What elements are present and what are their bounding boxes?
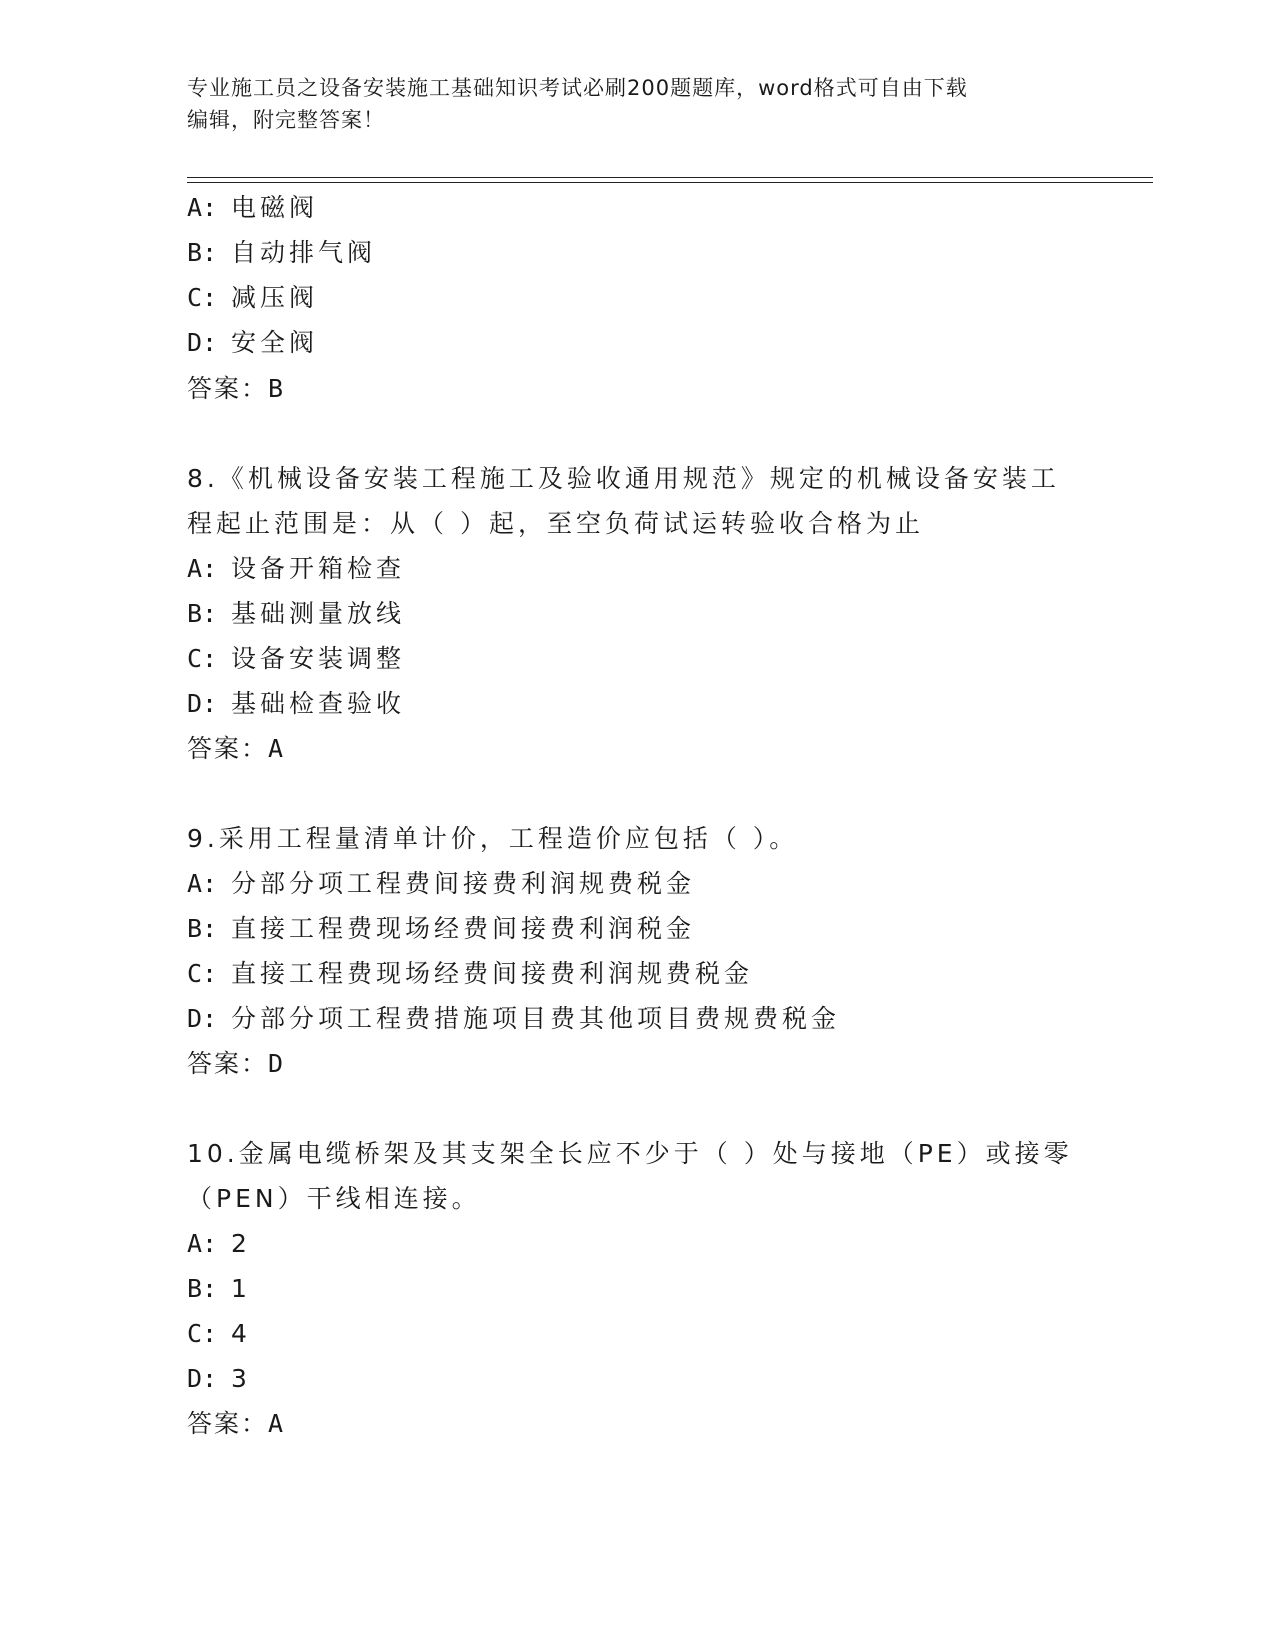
q8-answer: 答案：A bbox=[187, 734, 284, 763]
q7-option-d: D: 安全阀 bbox=[187, 328, 319, 357]
q7-answer: 答案：B bbox=[187, 374, 284, 403]
q8-option-d: D: 基础检查验收 bbox=[187, 689, 406, 718]
header-line-1: 专业施工员之设备安装施工基础知识考试必刷200题题库，word格式可自由下载 bbox=[187, 76, 968, 100]
q7-option-c: C: 减压阀 bbox=[187, 283, 319, 312]
q9-answer: 答案：D bbox=[187, 1049, 284, 1078]
q7-option-a: A: 电磁阀 bbox=[187, 193, 319, 222]
q8-option-a: A: 设备开箱检查 bbox=[187, 554, 406, 583]
q10-answer: 答案：A bbox=[187, 1409, 284, 1438]
q9-stem-line-1: 9.采用工程量清单计价，工程造价应包括（ ）。 bbox=[187, 824, 799, 853]
q7-option-b: B: 自动排气阀 bbox=[187, 238, 377, 267]
q9-option-b: B: 直接工程费现场经费间接费利润税金 bbox=[187, 914, 696, 943]
q10-stem-line-2: （PEN）干线相连接。 bbox=[187, 1184, 481, 1213]
q10-option-c: C: 4 bbox=[187, 1319, 251, 1348]
q9-option-c: C: 直接工程费现场经费间接费利润规费税金 bbox=[187, 959, 754, 988]
header-divider-top bbox=[187, 177, 1153, 178]
header-divider-bottom bbox=[187, 182, 1153, 183]
q8-stem-line-1: 8.《机械设备安装工程施工及验收通用规范》规定的机械设备安装工 bbox=[187, 464, 1060, 493]
q9-option-d: D: 分部分项工程费措施项目费其他项目费规费税金 bbox=[187, 1004, 841, 1033]
q10-option-a: A: 2 bbox=[187, 1229, 251, 1258]
header-line-2: 编辑，附完整答案！ bbox=[187, 108, 385, 132]
q8-option-b: B: 基础测量放线 bbox=[187, 599, 406, 628]
q10-option-b: B: 1 bbox=[187, 1274, 251, 1303]
document-header bbox=[187, 72, 1067, 136]
q9-option-a: A: 分部分项工程费间接费利润规费税金 bbox=[187, 869, 696, 898]
q10-stem-line-1: 10.金属电缆桥架及其支架全长应不少于（ ）处与接地（PE）或接零 bbox=[187, 1139, 1073, 1168]
q10-option-d: D: 3 bbox=[187, 1364, 251, 1393]
q8-option-c: C: 设备安装调整 bbox=[187, 644, 406, 673]
q8-stem-line-2: 程起止范围是：从（ ）起，至空负荷试运转验收合格为止 bbox=[187, 509, 924, 538]
